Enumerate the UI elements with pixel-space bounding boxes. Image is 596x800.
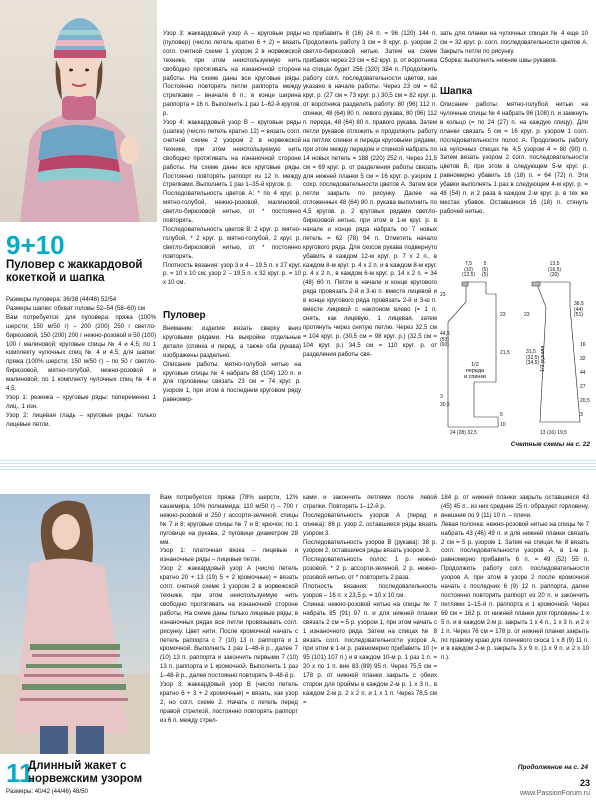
diagram-side-value: 23: [524, 312, 530, 318]
diagram-front-label: 1/2 переда и спинки: [464, 362, 486, 380]
project-title-2: Длинный жакет с норвежским узором: [28, 760, 143, 785]
diagram-side-value: 5: [500, 412, 503, 418]
column-1-text: Размеры пуловера: 36/38 (44/46) 52/54 Размеры шапки: обхват головы 52–54 (58–60) см Вам потребуется: для пуловера: пряжа (100% шерсти; 150 м/50 г) – 200 (200) 250 г светло-бирюзовой, 150 (200) 200 г нежно-розовой и 50 (100) 100 г малиновой; круговые спицы № 4 и 4,5; по 1 комплекту чулочных спиц № 4 и 4,5; для шапки: пряжа (100% шерсти; 150 м/50 г) – по 50 г светло-бирюзовой, мятно-голубой, нежно-розовой и малиновой; по 1 комплекту чулочных спиц № 4 и 4,5. Узор 1: резинка – круговые ряды: попеременно 1 лиц., 1 изн. Узор 2: лицевая гладь – круговые ряды: только лицевые петли.: [6, 296, 156, 428]
page-number: 23: [579, 778, 590, 788]
column-4a-text: зать для планки на чулочных спицах № 4 еще 10 см = 32 круг. р. согл. последовательности цветов А. Закрыть петли по рисунку. Сборка: выполнить нижние швы рукавов.: [440, 30, 588, 64]
schema-note: Счетные схемы на с. 22: [510, 441, 590, 448]
diagram-side-value: 10: [500, 422, 506, 428]
schematic-drawing: [440, 262, 590, 440]
diagram-side-value: 31,5 (32,5) (34,5): [526, 349, 540, 366]
diagram-side-value: 27: [580, 384, 586, 390]
jacket-photo: [0, 494, 150, 754]
section-heading-pullover: Пуловер: [163, 310, 206, 321]
pullover-photo: [0, 0, 157, 222]
section-divider: [0, 459, 596, 470]
diagram-side-value: 21,5: [500, 350, 510, 356]
project-number-2: 11: [6, 758, 34, 788]
column-2-bottom-text: Вам потребуется: пряжа (78% шерсти, 12% кашемира, 10% полиамида; 110 м/50 г) – 700 г нежно-розовой и 250 г ассорти-зеленой; спицы № 7 и 8; круговые спицы № 7 и 8; крючок; по 1 пуговице на рукава, 2 пуговице диаметром 28 мм. Узор 1: платочная вязка – лицевые и изнаночные ряды – лицевые петли. Узор 2: жаккардовый узор А (число петель кратно 20 + 13 (19) 5 + 2 кромочные) = вязать согл. счетной схеме 1 узором 2 в норвежской технике, при этом неиспользуемую нить свободно протягивать на изнаночной стороне работы. На схеме даны только лицевые ряды; в изнаночных рядах все петли провязывать согл. рисунку. Цвет нити. После кромочной начать с петель раппорта с 7 (10) 13 п. раппорта и 1 кромочной. Выполнить 1 раз 1–48-й р., далее 7 (10) 13 п. раппорта и закончить первыми 7 (10) 13 п. раппорта и 1 кромочной. Выполнить 1 раз 1–48-й р., далее постоянно повторять 9–48-й р. Узор 3: жаккардовый узор В (число петель кратно 6 + 3 + 2 кромочные) = вязать, как узор 2, но согл. схеме 2. Начать с петель перед правой стрелкой, постоянно повторять раппорт из 6 п. между стрел-: [160, 494, 298, 724]
watermark: www.PassionForum.ru: [519, 790, 590, 797]
diagram-side-value: 36,5 (44) (51): [574, 301, 584, 318]
diagram-top-left-label: 7,5 (10) (12,5): [462, 261, 476, 278]
diagram-side-value: 3: [580, 412, 583, 418]
project-title: Пуловер с жаккардовой кокеткой и шапка: [6, 259, 143, 284]
column-3-text: но прибавить 8 (16) 24 п. = 96 (120) 144 п. Продолжить работу 3 см = 8 круг. р. узором 2 светло-бирюзовой нитью. Затем на схеме прибавок через 23 см = 62 круг. р. от воротника на спицах будет 256 (320) 384 п. Продолжить работу согл. последовательности цветов, как указано в начале работы. Через 23 см = 62 круг. р. (27 см = 73 круг. р.) 30,5 см = 82 круг. р. от воротника разделить работу: 80 (96) 112 п. спинки, 48 (64) 80 п. левого рукава, 80 (96) 112 п. переда, 48 (64) 80 п. правого рукава. Затем петли рукавов отложить и продолжить работу на петлях спинки и переда круговыми рядами, при этом между передом и спинкой набрать по 14 новых петель = 188 (220) 252 п. Через 21,5 см = 69 круг. р. от разделения работы связать для нижней планки 5 см = 16 круг. р. узором 1 сохр. последовательности цветов А. Затем все петли закрыть по рисунку. Далее на отложенных 48 (64) 80 п. рукава выполнить по 4,5 кругов. р. 2 круговых рядами светло-бирюзовой нитью, при этом в 1-м круг. р. в начале и конце ряда набрать по 7 новых петель = 62 (78) 94 п. Отметить начало кругового ряда. Для скосов рукава подвернуто убавить в каждом 12-м круг. р. 7 x 2 п., в каждом 8-м круг. р. 4 x 2 п. и в каждом 8-м круг. р. 4 x 2 п., в каждом 6-м круг. р. 14 x 2 п. = 34 (48) 60 п. Петли в начале и конце кругового ряда провязать 2-й и 3-ю п. вместе лицевой и в конце кругового ряда провязать 2-й и 3-ю п. вместе лицевой с наклоном влево (= 1 п. снять, как лицевую, 1 лицевая, затем протянуть через снятую петлю. Через 32,5 см = 104 круг. р. (30,5 см = 98 круг. р.) (32,5 см = 104 круг. р.) 34,5 см = 110 круг. р. от разделения работы свя-: [303, 30, 437, 358]
continue-note: Продолжение на с. 24: [517, 764, 588, 771]
diagram-side-value: 32: [580, 356, 586, 362]
diagram-side-value: 23: [500, 312, 506, 318]
diagram-side-value: 30,5: [440, 402, 450, 408]
pattern-schematic: [440, 262, 590, 440]
diagram-sleeve-label: 1/2 рукава: [540, 345, 546, 372]
column-2-text: Узор 3: жаккардовый узор А – круговые ряды (пуловер) (число петель кратно 6 + 2) = вязать согл. счетной схеме 1 узором 2 в норвежской технике, при этом неиспользуемую нить свободно протягивать на изнаночной стороне работы. На схеме даны все круговые ряды. Постоянно повторять петли раппорта между стрелками – вначале 6 п.; в конце ширина раппорта = 16 п. Выполнить 1 раз 1–62-й кругов. р. Узор 4: жаккардовый узор В – круговые ряды (шапка) (число петель кратно 12) = вязать согл. счетной схеме 2 узором 2 в норвежской технике, при этом неиспользуемую нить свободно протягивать на изнаночной стороне работы. На схеме даны все круговые ряды. Постоянно повторять раппорт из 12 п. между стрелками. Выполнить 1 раз 1–35-й кругов. р. Последовательность цветов А: * по 4 круг. р. мятно-голубой, нежно-розовой, малиновой, светло-бирюзовой нитью, от * постоянно повторять. Последовательность цветов В: 2 круг. р. мятно-голубой, * 2 круг. р. мятно-голубой, 2 круг. р. светло-бирюзовой нитью, от * постоянно повторять. Плотность вязания: узор 3 и 4 – 19,5 п. x 27 круг. р. = 10 x 10 см; узор 2 – 19,5 п. x 32 круг. р. = 10 x 10 см.: [163, 30, 301, 287]
sizes-text: Размеры: 40/42 (44/46) 48/50: [6, 788, 88, 795]
diagram-side-value: 3: [440, 394, 443, 400]
project-number: 9+10: [6, 230, 65, 260]
section-heading-hat: Шапка: [440, 86, 473, 97]
diagram-bottom-right-label: 13 (16) 19,5: [540, 430, 567, 436]
diagram-side-value: 44: [580, 370, 586, 376]
column-3-bottom-text: ками и закончить петлями после левой стрелки. Повторять 1–12-й р. Последовательность узоров А (перед и спинка): 86 р. узор 2, оставшиеся ряды вязать узором 3. Последовательность узоров В (рукава): 38 р. узором 2, оставшиеся ряды вязать узором 3. Последовательность полос: 1 р. нежно-розовой, * 2 р. ассорти-зеленой, 2 р. нежно-розовой нитью, от * повторить 2 раза. Плотность вязания: последовательность узоров – 16 п. x 23,5 р. = 10 x 10 см. Спинка: нежно-розовой нитью на спицы № 7 набрать 85 (91) 97 п. и для нижней планки связать 2 см = 5 р. узором 1, при этом начать с 1 изнаночного ряда. Затем на спицах № 8 вязать согл. последовательности узоров А, при этом в 1-м р. равномерно прибавить 10 (= 95 (101) 107 п.) и в каждом 10-м р. 1 раз 1 п. = 20 х по 1 п. вне 83 (89) 95 п. Через 75,5 см = 178 р. от нижней планки закрыть с обеих сторон для проймы в каждом 2-м р. 1 x 3 п., в каждом 2-м р. 2 x 2 п. и 1 x 1 п. Через 78,5 см =: [303, 494, 437, 706]
diagram-top-right-label: 13,5 (16,5) (20): [548, 261, 562, 278]
diagram-side-value: 16: [580, 342, 586, 348]
diagram-side-value: 20,5: [580, 398, 590, 404]
diagram-bottom-left-label: 24 (28) 32,5: [450, 430, 477, 436]
woman-in-pullover-image: [0, 0, 157, 222]
diagram-mid-label: 5 (5) (5): [482, 261, 489, 278]
woman-in-long-jacket-image: [0, 494, 150, 754]
column-4-bottom-text: 184 р. от нижней планки закрыть оставшиеся 43 (45) 45 п., из них средние 25 п. образуют горловину, внешние по 9 (11) 10 п. – плечи. Левая полочка: нежно-розовой нитью на спицы № 7 набрать 43 (46) 49 п. и для нижней планки связать 2 см = 5 р. узором 1. Затем на спицах № 8 вязать согл. последовательности узоров А, в 1-м р. равномерно прибавить 6 п. = 49 (52) 55 п. Продолжить работу согл. последовательности узоров А, при этом в узоре 2 после кромочной начать с последних 6 (9) 12 п. раппорта, далее постоянно повторять раппорт из 20 п. и закончить петлями 1–15-й п. раппорта и 1 кромочной. Через 69 см = 162 р. от нижней планки для горловины 1 x 5 п. и в каждом 2-м р. закрыть 1 x 4 п., 1 x 3 п. и 2 x 1 п. Через 76 см = 178 р. от нижней планки закрыть по правому краю для плечевого скоса 1 x 8 (9) 11 п. и в каждом 2-м р. закрыть 3 x 9 п. (1 x 9 п. и 2 x 10 п.).: [441, 494, 589, 662]
diagram-side-value: 23: [440, 292, 446, 298]
column-4b-text: Описание работы: мятно-голубой нитью на чулочные спицы № 4 набрать 96 (108) п. и замкнуть в кольцо (= по 24 (27) п. на каждую спицу). Для планки связать 5 см = 16 круг. р. узором 1 согл. последовательности полос А. Продолжить работу на чулочных спицах № 4,5 узором 4 = 80 (90) п. Затем вязать узором 2 согл. последовательности цветов В, при этом в следующем 5-м круг. р. равномерно убавить 16 (18) п. = 64 (72) п. Эти убавки выполнять 1 раз в следующем 4-м круг. р. = 48 (54) п. и 2 раза в каждом 2-м круг. р. в тех же местах убавок. Оставшиеся 16 (18) п. стянуть рабочей нитью.: [440, 101, 588, 215]
diagram-side-value: 44,5 (53) (60): [440, 331, 450, 348]
column-2b-text: Внимание: изделие вязать сверху вниз круговыми рядами. На выкройке отдельные детали (спинка и перед, а также оба рукава) изображены раздельно. Описание работы: мятно-голубой нитью на круговые спицы № 4 набрать 88 (104) 120 п. и для горловины связать 23 см = 74 круг. р. узором 1, при этом в последнем круговом ряду равномер-: [163, 325, 301, 404]
